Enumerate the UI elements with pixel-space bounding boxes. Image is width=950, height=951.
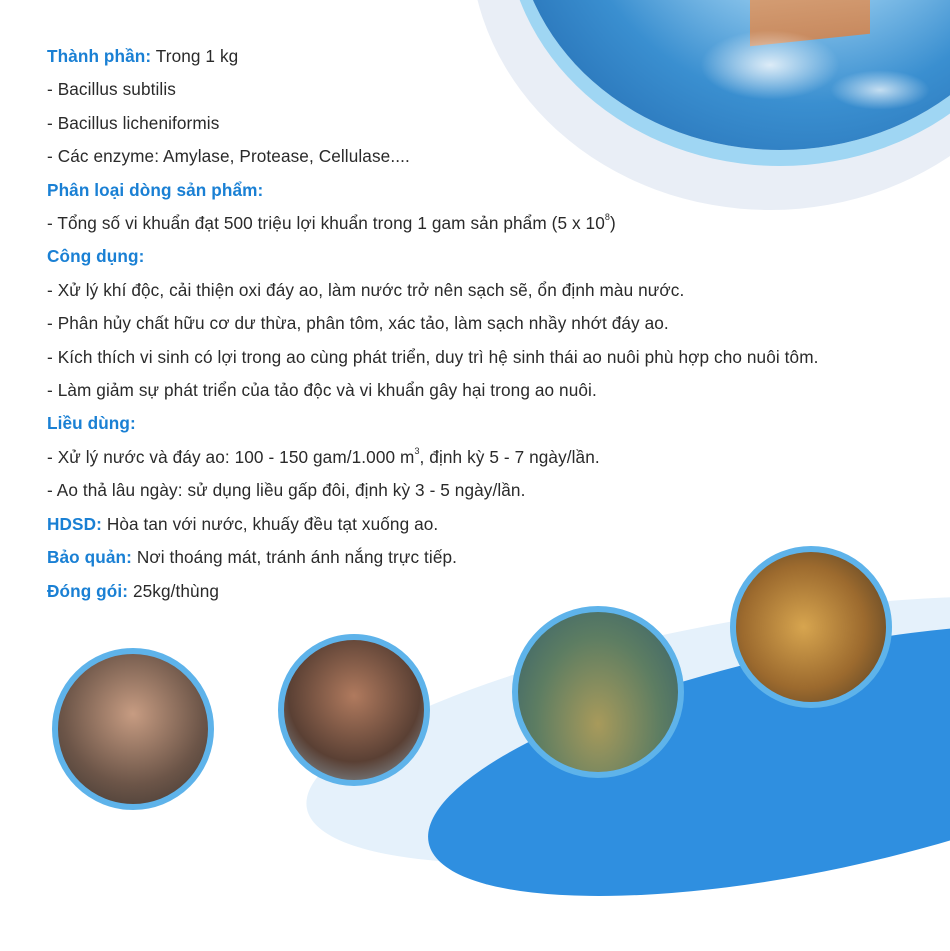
carp-photo (512, 606, 684, 778)
use-item: - Kích thích vi sinh có lợi trong ao cùng phát triển, duy trì hệ sinh thái ao nuôi phù hợp cho nuôi tôm. (47, 346, 819, 367)
dosage-item: - Ao thả lâu ngày: sử dụng liều gấp đôi, định kỳ 3 - 5 ngày/lần. (47, 480, 526, 501)
use-item: - Làm giảm sự phát triển của tảo độc và vi khuẩn gây hại trong ao nuôi. (47, 380, 597, 401)
dosage-heading: Liều dùng: (47, 413, 136, 434)
instructions-line: HDSD: Hòa tan với nước, khuấy đều tạt xuống ao. (47, 513, 439, 534)
product-line-heading: Phân loại dòng sản phẩm: (47, 179, 264, 200)
uses-heading: Công dụng: (47, 246, 145, 267)
ingredient-item: - Bacillus subtilis (47, 79, 176, 100)
shrimp-photo (52, 648, 214, 810)
ingredient-item: - Bacillus licheniformis (47, 112, 220, 133)
shrimp-photo (278, 634, 430, 786)
product-info (47, 40, 947, 608)
bacteria-count-line: - Tổng số vi khuẩn đạt 500 triệu lợi khuẩn trong 1 gam sản phẩm (5 x $10^8$) (47, 212, 616, 234)
packaging-line: Đóng gói: 25kg/thùng (47, 580, 220, 601)
dosage-item: - Xử lý nước và đáy ao: 100 - 150 gam/1.000 $m^3$, định kỳ 5 - 7 ngày/lần. (47, 446, 600, 467)
use-item: - Phân hủy chất hữu cơ dư thừa, phân tôm, xác tảo, làm sạch nhầy nhớt đáy ao. (47, 313, 669, 334)
ingredients-line: Thành phần: Trong 1 kg (47, 46, 239, 66)
use-item: - Xử lý khí độc, cải thiện oxi đáy ao, làm nước trở nên sạch sẽ, ổn định màu nước. (47, 279, 685, 300)
storage-line: Bảo quản: Nơi thoáng mát, tránh ánh nắng trực tiếp. (47, 547, 458, 568)
ingredient-item: - Các enzyme: Amylase, Protease, Cellulase.... (47, 146, 410, 167)
